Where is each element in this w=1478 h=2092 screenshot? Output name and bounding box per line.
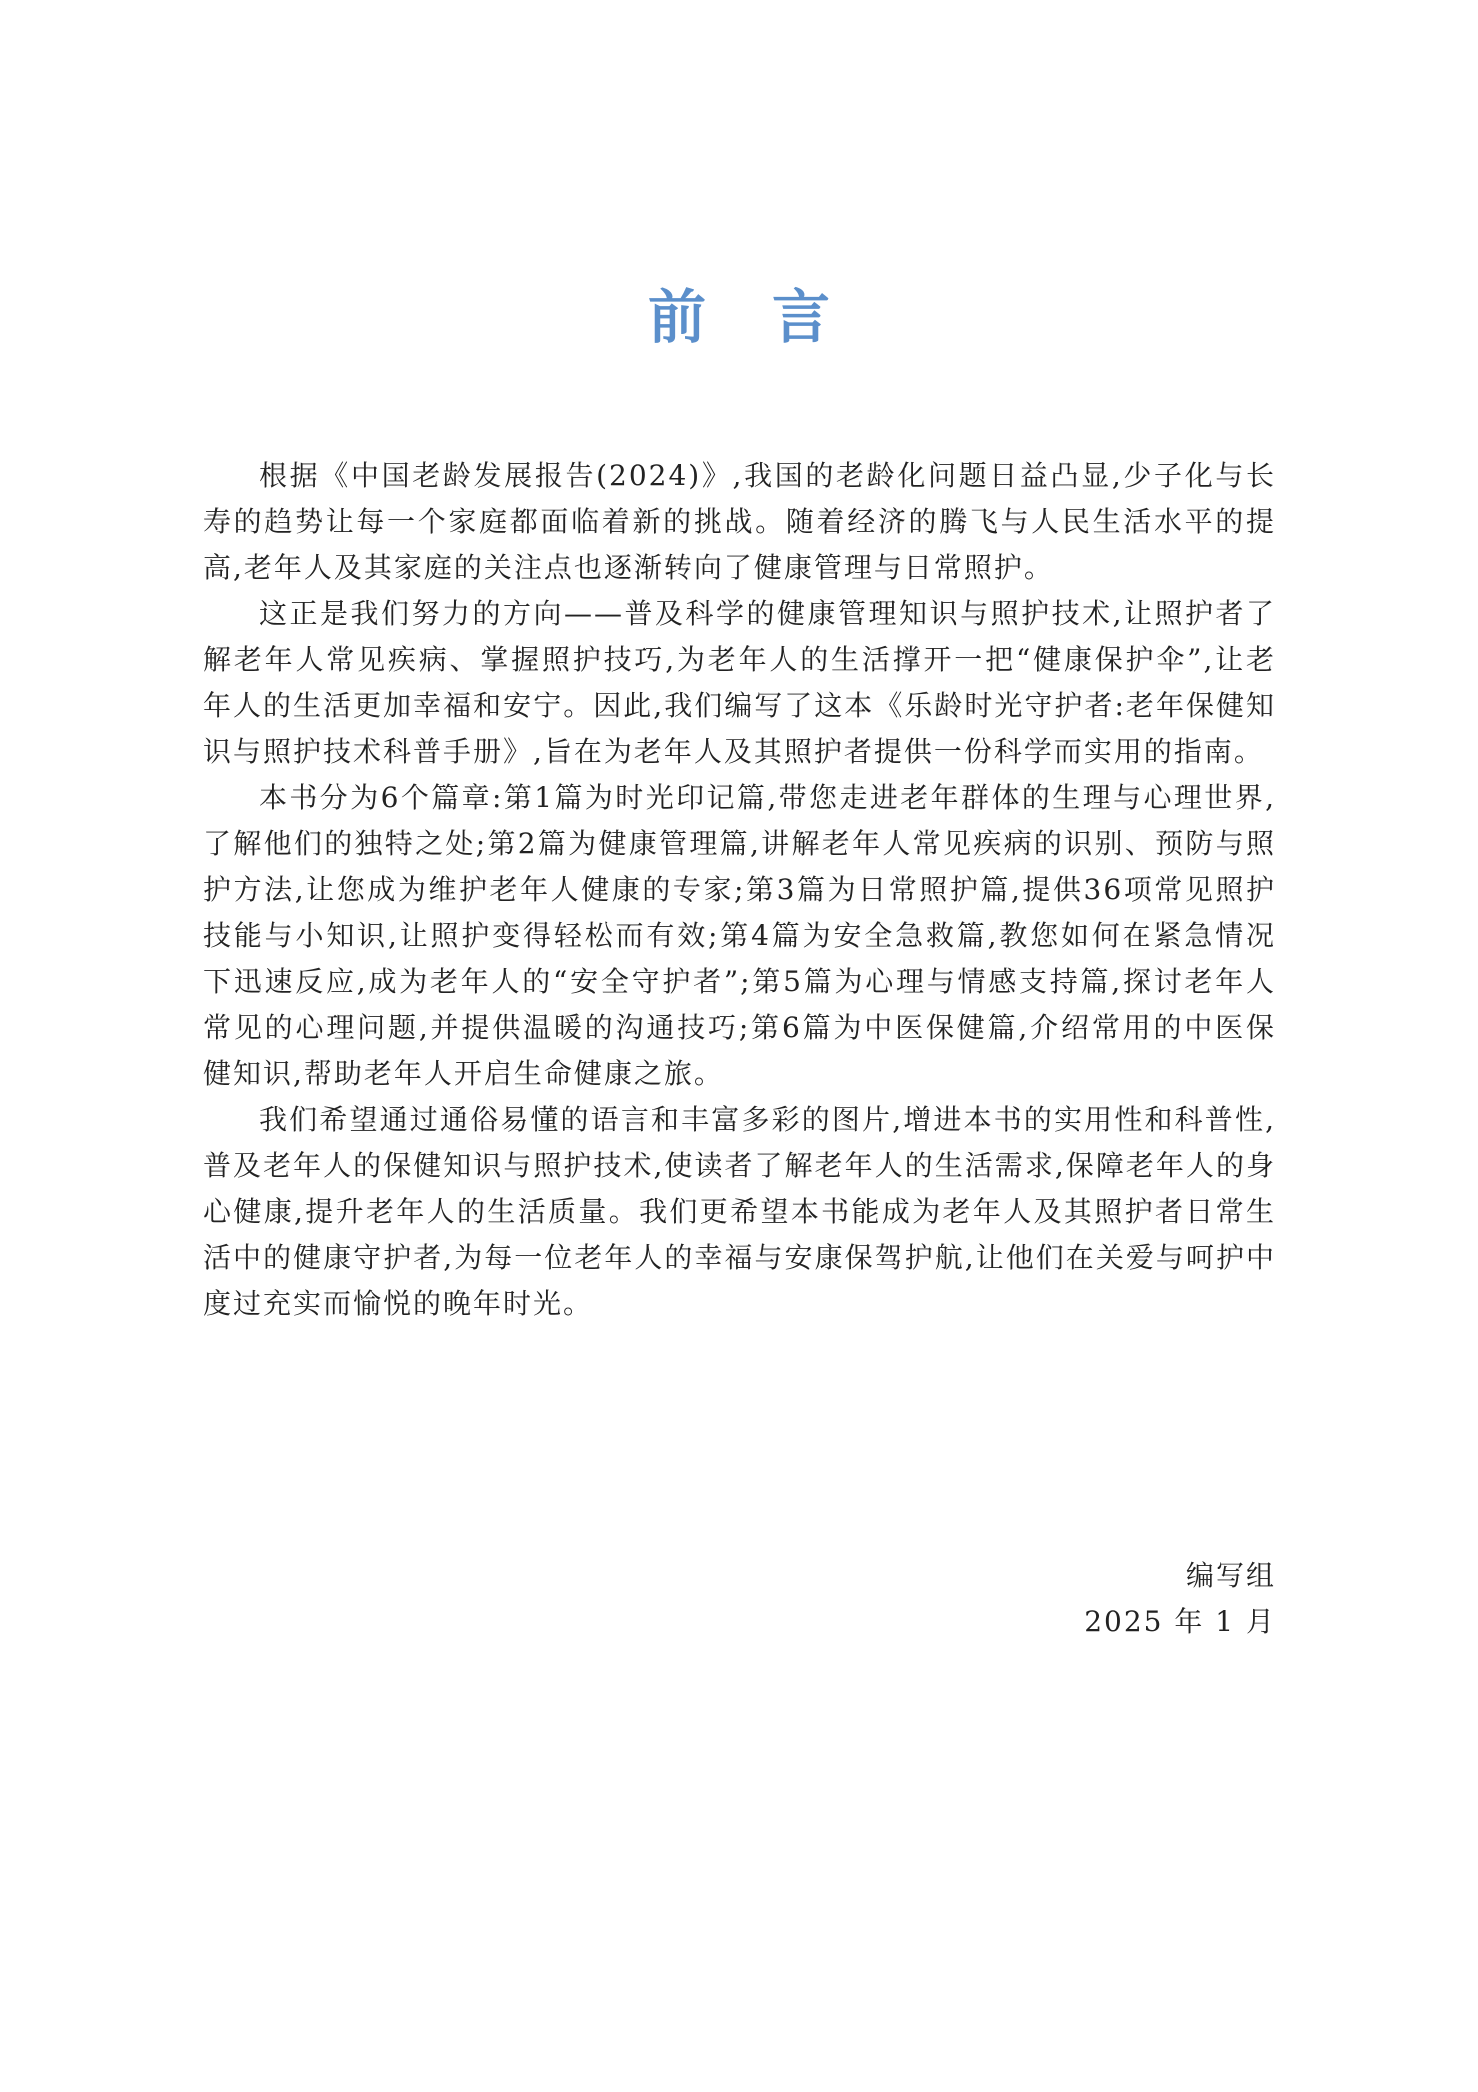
paragraph-4: 我们希望通过通俗易懂的语言和丰富多彩的图片,增进本书的实用性和科普性,普及老年人的保健知识与照护技术,使读者了解老年人的生活需求,保障老年人的身心健康,提升老年人的生活质量。我们更希望本书能成为老年人及其照护者日常生活中的健康守护者,为每一位老年人的幸福与安康保驾护航,让他们在关爱与呵护中度过充实而愉悦的晚年时光。 [203,1103,1276,1320]
preface-body [203,453,1276,1327]
paragraph-2: 这正是我们努力的方向——普及科学的健康管理知识与照护技术,让照护者了解老年人常见疾病、掌握照护技巧,为老年人的生活撑开一把“健康保护伞”,让老年人的生活更加幸福和安宁。因此,我们编写了这本《乐龄时光守护者:老年保健知识与照护技术科普手册》,旨在为老年人及其照护者提供一份科学而实用的指南。 [203,597,1276,768]
signature-block [1000,1553,1276,1645]
paragraph-1: 根据《中国老龄发展报告(2024)》,我国的老龄化问题日益凸显,少子化与长寿的趋势让每一个家庭都面临着新的挑战。随着经济的腾飞与人民生活水平的提高,老年人及其家庭的关注点也逐渐转向了健康管理与日常照护。 [203,459,1276,584]
paragraph-3: 本书分为6个篇章:第1篇为时光印记篇,带您走进老年群体的生理与心理世界,了解他们的独特之处;第2篇为健康管理篇,讲解老年人常见疾病的识别、预防与照护方法,让您成为维护老年人健康的专家;第3篇为日常照护篇,提供36项常见照护技能与小知识,让照护变得轻松而有效;第4篇为安全急救篇,教您如何在紧急情况下迅速反应,成为老年人的“安全守护者”;第5篇为心理与情感支持篇,探讨老年人常见的心理问题,并提供温暖的沟通技巧;第6篇为中医保健篇,介绍常用的中医保健知识,帮助老年人开启生命健康之旅。 [203,781,1276,1090]
signature-date: 2025 年 1 月 [1084,1605,1276,1638]
page-title: 前言 [647,283,896,351]
signature-author: 编写组 [1185,1559,1276,1592]
